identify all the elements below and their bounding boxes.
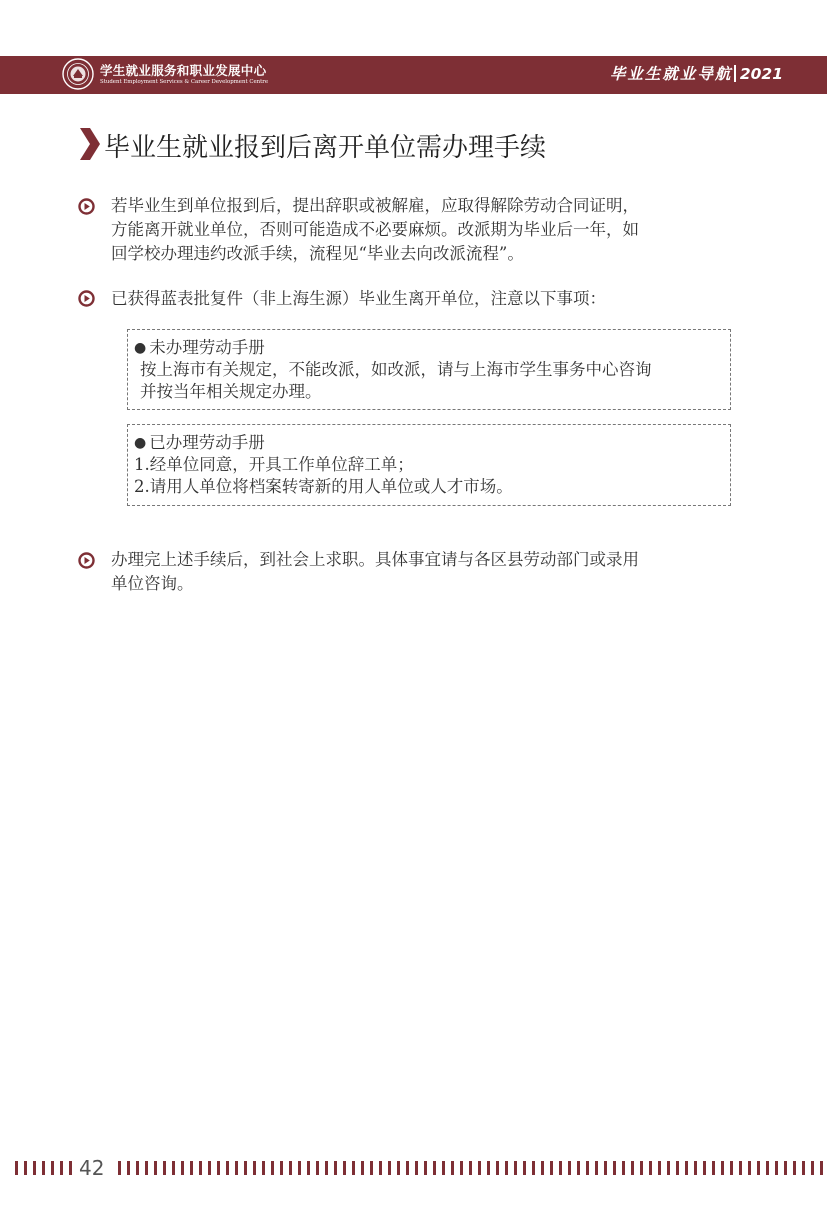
title-separator — [734, 65, 736, 82]
paragraph-line: 若毕业生到单位报到后，提出辞职或被解雇，应取得解除劳动合同证明， — [111, 196, 639, 215]
section-title: 毕业生就业报到后离开单位需办理手续 — [104, 133, 547, 163]
play-bullet-icon — [78, 290, 95, 307]
note-box-has-labor-handbook — [127, 424, 731, 506]
paragraph-line: 单位咨询。 — [111, 574, 194, 593]
note-heading-text: 已办理劳动手册 — [149, 433, 265, 452]
publication-year: 2021 — [739, 65, 783, 83]
publication-title — [610, 62, 783, 84]
paragraph-line: 回学校办理违约改派手续，流程见“毕业去向改派流程”。 — [111, 244, 524, 263]
play-bullet-icon — [78, 552, 95, 569]
footer-tick-marks — [118, 1161, 827, 1175]
note-heading-text: 未办理劳动手册 — [149, 338, 265, 357]
note-heading — [128, 432, 730, 454]
footer-tick-marks — [15, 1161, 72, 1175]
paragraph-line: 方能离开就业单位，否则可能造成不必要麻烦。改派期为毕业后一年，如 — [111, 220, 639, 239]
note-line: 按上海市有关规定，不能改派，如改派，请与上海市学生事务中心咨询 — [140, 360, 652, 379]
university-seal-logo — [62, 58, 94, 90]
paragraph-line: 办理完上述手续后，到社会上求职。具体事宜请与各区县劳动部门或录用 — [111, 550, 639, 569]
paragraph-job-search — [111, 548, 731, 596]
note-line: 并按当年相关规定办理。 — [140, 382, 322, 401]
paragraph-blue-form — [111, 287, 731, 311]
org-name-english: Student Employment Services & Career Development Centre — [100, 79, 269, 85]
chevron-right-icon — [78, 126, 102, 162]
org-name: 学生就业服务和职业发展中心 — [100, 63, 267, 78]
paragraph-line: 已获得蓝表批复件（非上海生源）毕业生离开单位，注意以下事项： — [111, 289, 606, 308]
paragraph-resignation — [111, 194, 731, 266]
note-line: 1.经单位同意，开具工作单位辞工单； — [134, 455, 414, 474]
page-number: 42 — [79, 1156, 105, 1180]
note-heading — [128, 337, 730, 359]
bullet-dot-icon: ● — [134, 435, 147, 451]
note-line: 2.请用人单位将档案转寄新的用人单位或人才市场。 — [134, 477, 513, 496]
play-bullet-icon — [78, 198, 95, 215]
publication-name: 毕业生就业导航 — [609, 65, 733, 83]
bullet-dot-icon: ● — [134, 340, 147, 356]
note-box-no-labor-handbook — [127, 329, 731, 410]
